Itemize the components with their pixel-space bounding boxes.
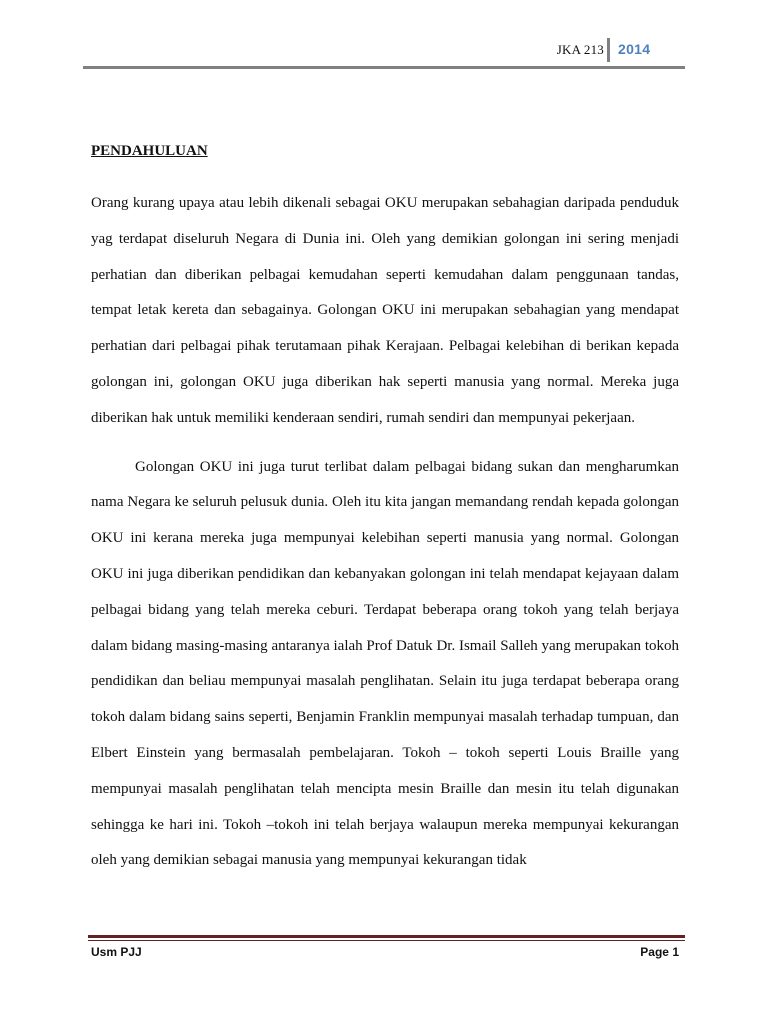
section-heading: PENDAHULUAN bbox=[91, 143, 208, 159]
page-number: Page 1 bbox=[640, 945, 679, 959]
footer-rule-thin bbox=[88, 940, 685, 941]
header-divider bbox=[607, 38, 610, 62]
header-rule bbox=[83, 66, 685, 69]
paragraph-2: Golongan OKU ini juga turut terlibat dalam pelbagai bidang sukan dan mengharumkan nama Negara ke seluruh pelusuk dunia. Oleh itu kita jangan memandang rendah kepada golongan OKU ini kerana mereka juga mempunyai kelebihan seperti manusia yang normal. Golongan OKU ini juga diberikan pendidikan dan kebanyakan golongan ini telah mendapat kejayaan dalam pelbagai bidang yang telah mereka ceburi. Terdapat beberapa orang tokoh yang telah berjaya dalam bidang masing-masing antaranya ialah Prof Datuk Dr. Ismail Salleh yang merupakan tokoh pendidikan dan beliau mempunyai masalah penglihatan. Selain itu juga terdapat beberapa orang tokoh dalam bidang sains seperti, Benjamin Franklin mempunyai masalah terhadap tumpuan, dan Elbert Einstein yang bermasalah pembelajaran. Tokoh – tokoh seperti Louis Braille yang mempunyai masalah penglihatan telah mencipta mesin Braille dan mesin itu telah digunakan sehingga ke hari ini. Tokoh –tokoh ini telah berjaya walaupun mereka mempunyai kekurangan oleh yang demikian sebagai manusia yang mempunyai kekurangan tidak bbox=[91, 458, 679, 869]
paragraph-1: Orang kurang upaya atau lebih dikenali sebagai OKU merupakan sebahagian daripada penduduk yag terdapat diseluruh Negara di Dunia ini. Oleh yang demikian golongan ini sering menjadi perhatian dan diberikan pelbagai kemudahan seperti kemudahan dalam penggunaan tandas, tempat letak kereta dan sebagainya. Golongan OKU ini merupakan sebahagian yang mendapat perhatian dari pelbagai pihak terutamaan pihak Kerajaan. Pelbagai kelebihan di berikan kepada golongan ini, golongan OKU juga diberikan hak seperti manusia yang normal. Mereka juga diberikan hak untuk memiliki kenderaan sendiri, rumah sendiri dan mempunyai pekerjaan. bbox=[91, 195, 679, 426]
footer-rule bbox=[88, 935, 685, 938]
document-body bbox=[91, 140, 679, 892]
header-year: 2014 bbox=[618, 41, 651, 57]
footer-institution: Usm PJJ bbox=[91, 945, 142, 959]
course-code: JKA 213 bbox=[556, 42, 604, 57]
page-header bbox=[0, 38, 768, 68]
